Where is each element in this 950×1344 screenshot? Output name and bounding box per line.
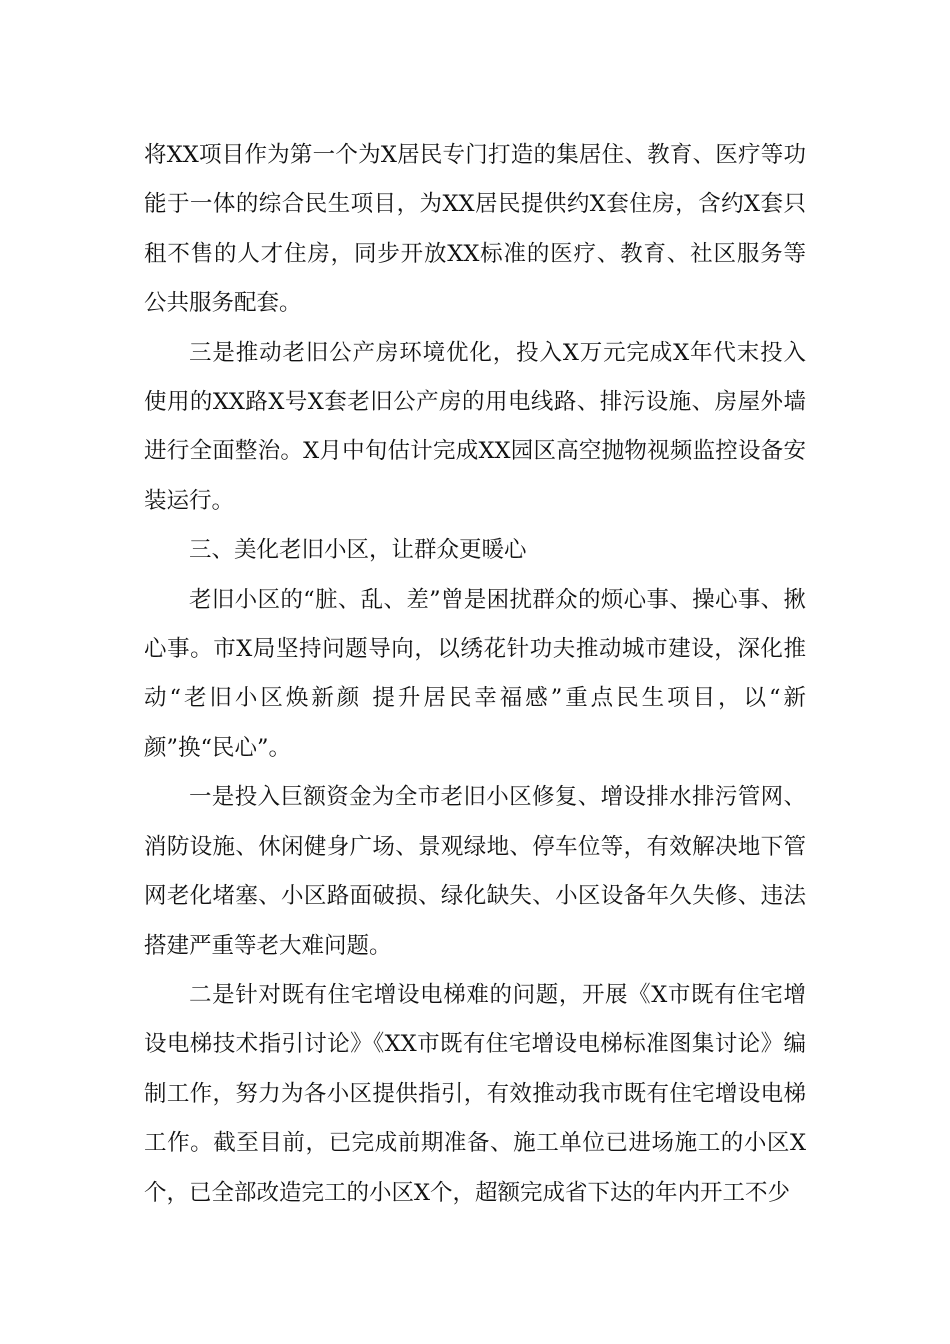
paragraph-continued: 将XX项目作为第一个为X居民专门打造的集居住、教育、医疗等功能于一体的综合民生项目，为XX居民提供约X套住房，含约X套只租不售的人才住房，同步开放XX标准的医疗、教育、社区服务等公共服务配套。: [144, 142, 806, 317]
body-text: [144, 131, 806, 1218]
paragraph-funding: 一是投入巨额资金为全市老旧小区修复、增设排水排污管网、消防设施、休闲健身广场、景观绿地、停车位等，有效解决地下管网老化堵塞、小区路面破损、绿化缺失、小区设备年久失修、违法搭建严重等老大难问题。: [144, 784, 806, 959]
paragraph-elevator: 二是针对既有住宅增设电梯难的问题，开展《X市既有住宅增设电梯技术指引讨论》《XX市既有住宅增设电梯标准图集讨论》编制工作，努力为各小区提供指引，有效推动我市既有住宅增设电梯工作。截至目前，已完成前期准备、施工单位已进场施工的小区X个，已全部改造完工的小区X个，超额完成省下达的年内开工不少: [144, 981, 806, 1206]
section-heading-3: 三、美化老旧小区，让群众更暖心: [189, 537, 527, 564]
paragraph-old-community-intro: 老旧小区的“脏、乱、差”曾是困扰群众的烦心事、操心事、揪心事。市X局坚持问题导向，以绣花针功夫推动城市建设，深化推动“老旧小区焕新颜 提升居民幸福感”重点民生项目，以“新颜”换“民心”。: [144, 586, 806, 761]
paragraph-renovation-public-housing: 三是推动老旧公产房环境优化，投入X万元完成X年代末投入使用的XX路X号X套老旧公产房的用电线路、排污设施、房屋外墙进行全面整治。X月中旬估计完成XX园区高空抛物视频监控设备安装运行。: [144, 339, 806, 514]
